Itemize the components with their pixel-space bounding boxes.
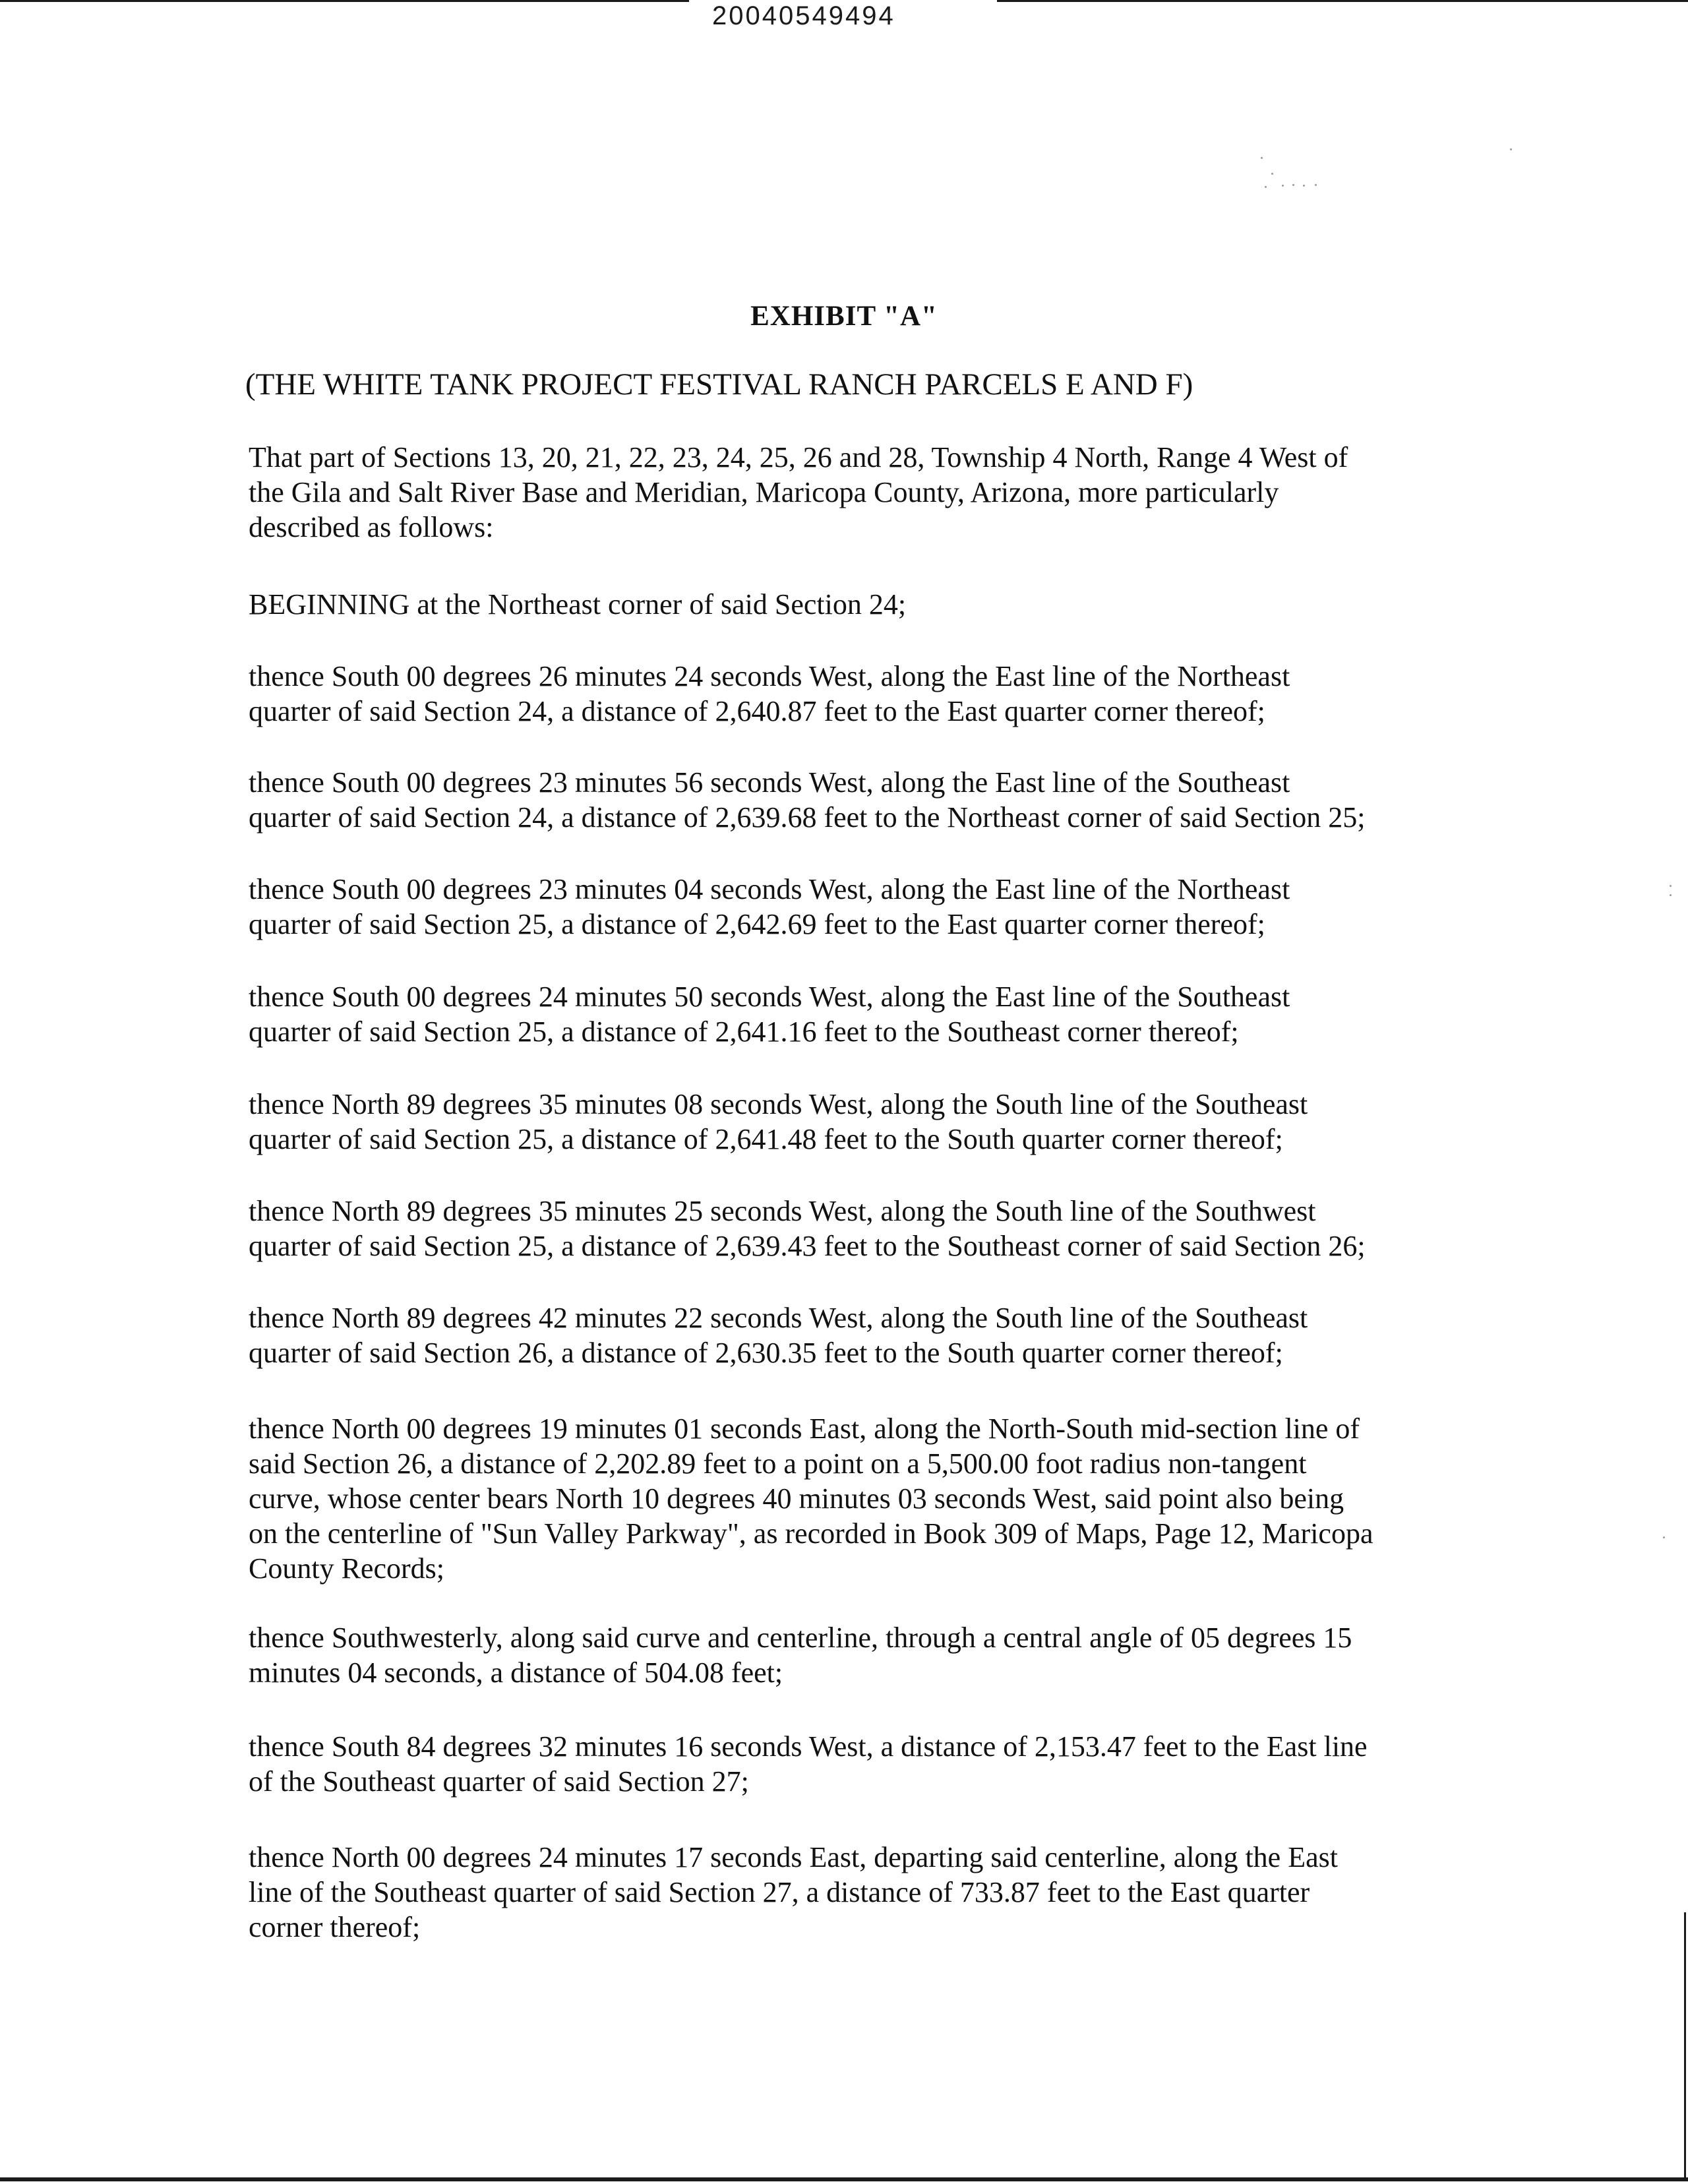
top-border-left — [0, 0, 689, 2]
paragraph-line: line of the Southeast quarter of said Section 27, a distance of 733.87 feet to the East quarter — [249, 1876, 1310, 1908]
scan-speck — [1663, 1536, 1665, 1538]
paragraph-line: thence North 00 degrees 19 minutes 01 seconds East, along the North-South mid-section line of — [249, 1412, 1360, 1445]
paragraph-line: of the Southeast quarter of said Section 27; — [249, 1765, 749, 1798]
legal-description-paragraph — [249, 1840, 1468, 1945]
top-border-right — [997, 0, 1688, 2]
legal-description-paragraph — [249, 1620, 1468, 1690]
scan-speck — [1303, 185, 1305, 187]
legal-description-paragraph — [249, 1300, 1468, 1370]
legal-description-paragraph — [249, 765, 1468, 835]
paragraph-line: thence South 84 degrees 32 minutes 16 seconds West, a distance of 2,153.47 feet to the East line — [249, 1730, 1368, 1763]
legal-description-paragraph — [249, 1411, 1468, 1586]
paragraph-line: quarter of said Section 25, a distance of 2,642.69 feet to the East quarter corner thereof; — [249, 908, 1265, 940]
paragraph-line: described as follows: — [249, 511, 494, 543]
scan-speck — [1261, 157, 1263, 159]
scan-speck — [1271, 173, 1273, 175]
paragraph-line: thence North 89 degrees 35 minutes 25 seconds West, along the South line of the Southwest — [249, 1195, 1316, 1227]
scan-speck — [1315, 184, 1317, 186]
paragraph-line: quarter of said Section 26, a distance of 2,630.35 feet to the South quarter corner thereof; — [249, 1337, 1283, 1369]
paragraph-line: County Records; — [249, 1552, 444, 1585]
paragraph-line: thence South 00 degrees 24 minutes 50 seconds West, along the East line of the Southeast — [249, 981, 1290, 1013]
paragraph-line: curve, whose center bears North 10 degrees 40 minutes 03 seconds West, said point also being — [249, 1482, 1344, 1515]
legal-description-paragraph — [249, 872, 1468, 942]
paragraph-line: thence North 89 degrees 42 minutes 22 seconds West, along the South line of the Southeast — [249, 1302, 1308, 1334]
exhibit-title: EXHIBIT "A" — [750, 301, 938, 332]
paragraph-line: minutes 04 seconds, a distance of 504.08 feet; — [249, 1656, 783, 1689]
scan-speck — [1510, 148, 1512, 150]
paragraph-line: thence South 00 degrees 26 minutes 24 seconds West, along the East line of the Northeast — [249, 660, 1290, 692]
paragraph-line: the Gila and Salt River Base and Meridian, Maricopa County, Arizona, more particularly — [249, 476, 1279, 508]
recording-number: 20040549494 — [712, 1, 895, 30]
paragraph-line: quarter of said Section 25, a distance of 2,641.16 feet to the Southeast corner thereof; — [249, 1016, 1239, 1048]
paragraph-line: thence South 00 degrees 23 minutes 56 seconds West, along the East line of the Southeast — [249, 766, 1290, 799]
legal-description-paragraph — [249, 979, 1468, 1049]
scan-speck — [1265, 186, 1267, 188]
paragraph-line: thence North 89 degrees 35 minutes 08 seconds West, along the South line of the Southeast — [249, 1088, 1308, 1120]
legal-description-paragraph — [249, 1194, 1468, 1263]
legal-description-paragraph — [249, 659, 1468, 729]
scan-speck — [1670, 894, 1672, 896]
paragraph-line: quarter of said Section 25, a distance of 2,641.48 feet to the South quarter corner thereof; — [249, 1123, 1283, 1155]
paragraph-line: on the centerline of "Sun Valley Parkway", as recorded in Book 309 of Maps, Page 12, Maricopa — [249, 1517, 1373, 1550]
exhibit-subtitle: (THE WHITE TANK PROJECT FESTIVAL RANCH PARCELS E AND F) — [245, 367, 1193, 402]
scan-speck — [1670, 885, 1672, 887]
paragraph-line: That part of Sections 13, 20, 21, 22, 23, 24, 25, 26 and 28, Township 4 North, Range 4 West of — [249, 441, 1348, 473]
paragraph-line: BEGINNING at the Northeast corner of said Section 24; — [249, 588, 907, 621]
page-edge-right — [1684, 1912, 1686, 2179]
scan-speck — [1292, 184, 1294, 186]
paragraph-line: quarter of said Section 24, a distance of 2,640.87 feet to the East quarter corner thereof; — [249, 695, 1265, 727]
paragraph-line: corner thereof; — [249, 1911, 421, 1943]
legal-description-paragraph — [249, 1729, 1468, 1799]
paragraph-line: said Section 26, a distance of 2,202.89 feet to a point on a 5,500.00 foot radius non-tangent — [249, 1447, 1307, 1480]
legal-description-paragraph — [249, 1087, 1468, 1157]
paragraph-line: quarter of said Section 25, a distance of 2,639.43 feet to the Southeast corner of said Section 26; — [249, 1230, 1366, 1262]
paragraph-line: thence Southwesterly, along said curve and centerline, through a central angle of 05 degrees 15 — [249, 1622, 1352, 1654]
legal-description-paragraph — [249, 440, 1468, 545]
scan-speck — [1282, 185, 1284, 187]
paragraph-line: thence South 00 degrees 23 minutes 04 seconds West, along the East line of the Northeast — [249, 873, 1290, 905]
paragraph-line: quarter of said Section 24, a distance of 2,639.68 feet to the Northeast corner of said Section 25; — [249, 801, 1366, 834]
legal-description-paragraph — [249, 587, 1468, 622]
page-edge-bottom — [0, 2177, 1688, 2181]
paragraph-line: thence North 00 degrees 24 minutes 17 seconds East, departing said centerline, along the East — [249, 1841, 1338, 1873]
